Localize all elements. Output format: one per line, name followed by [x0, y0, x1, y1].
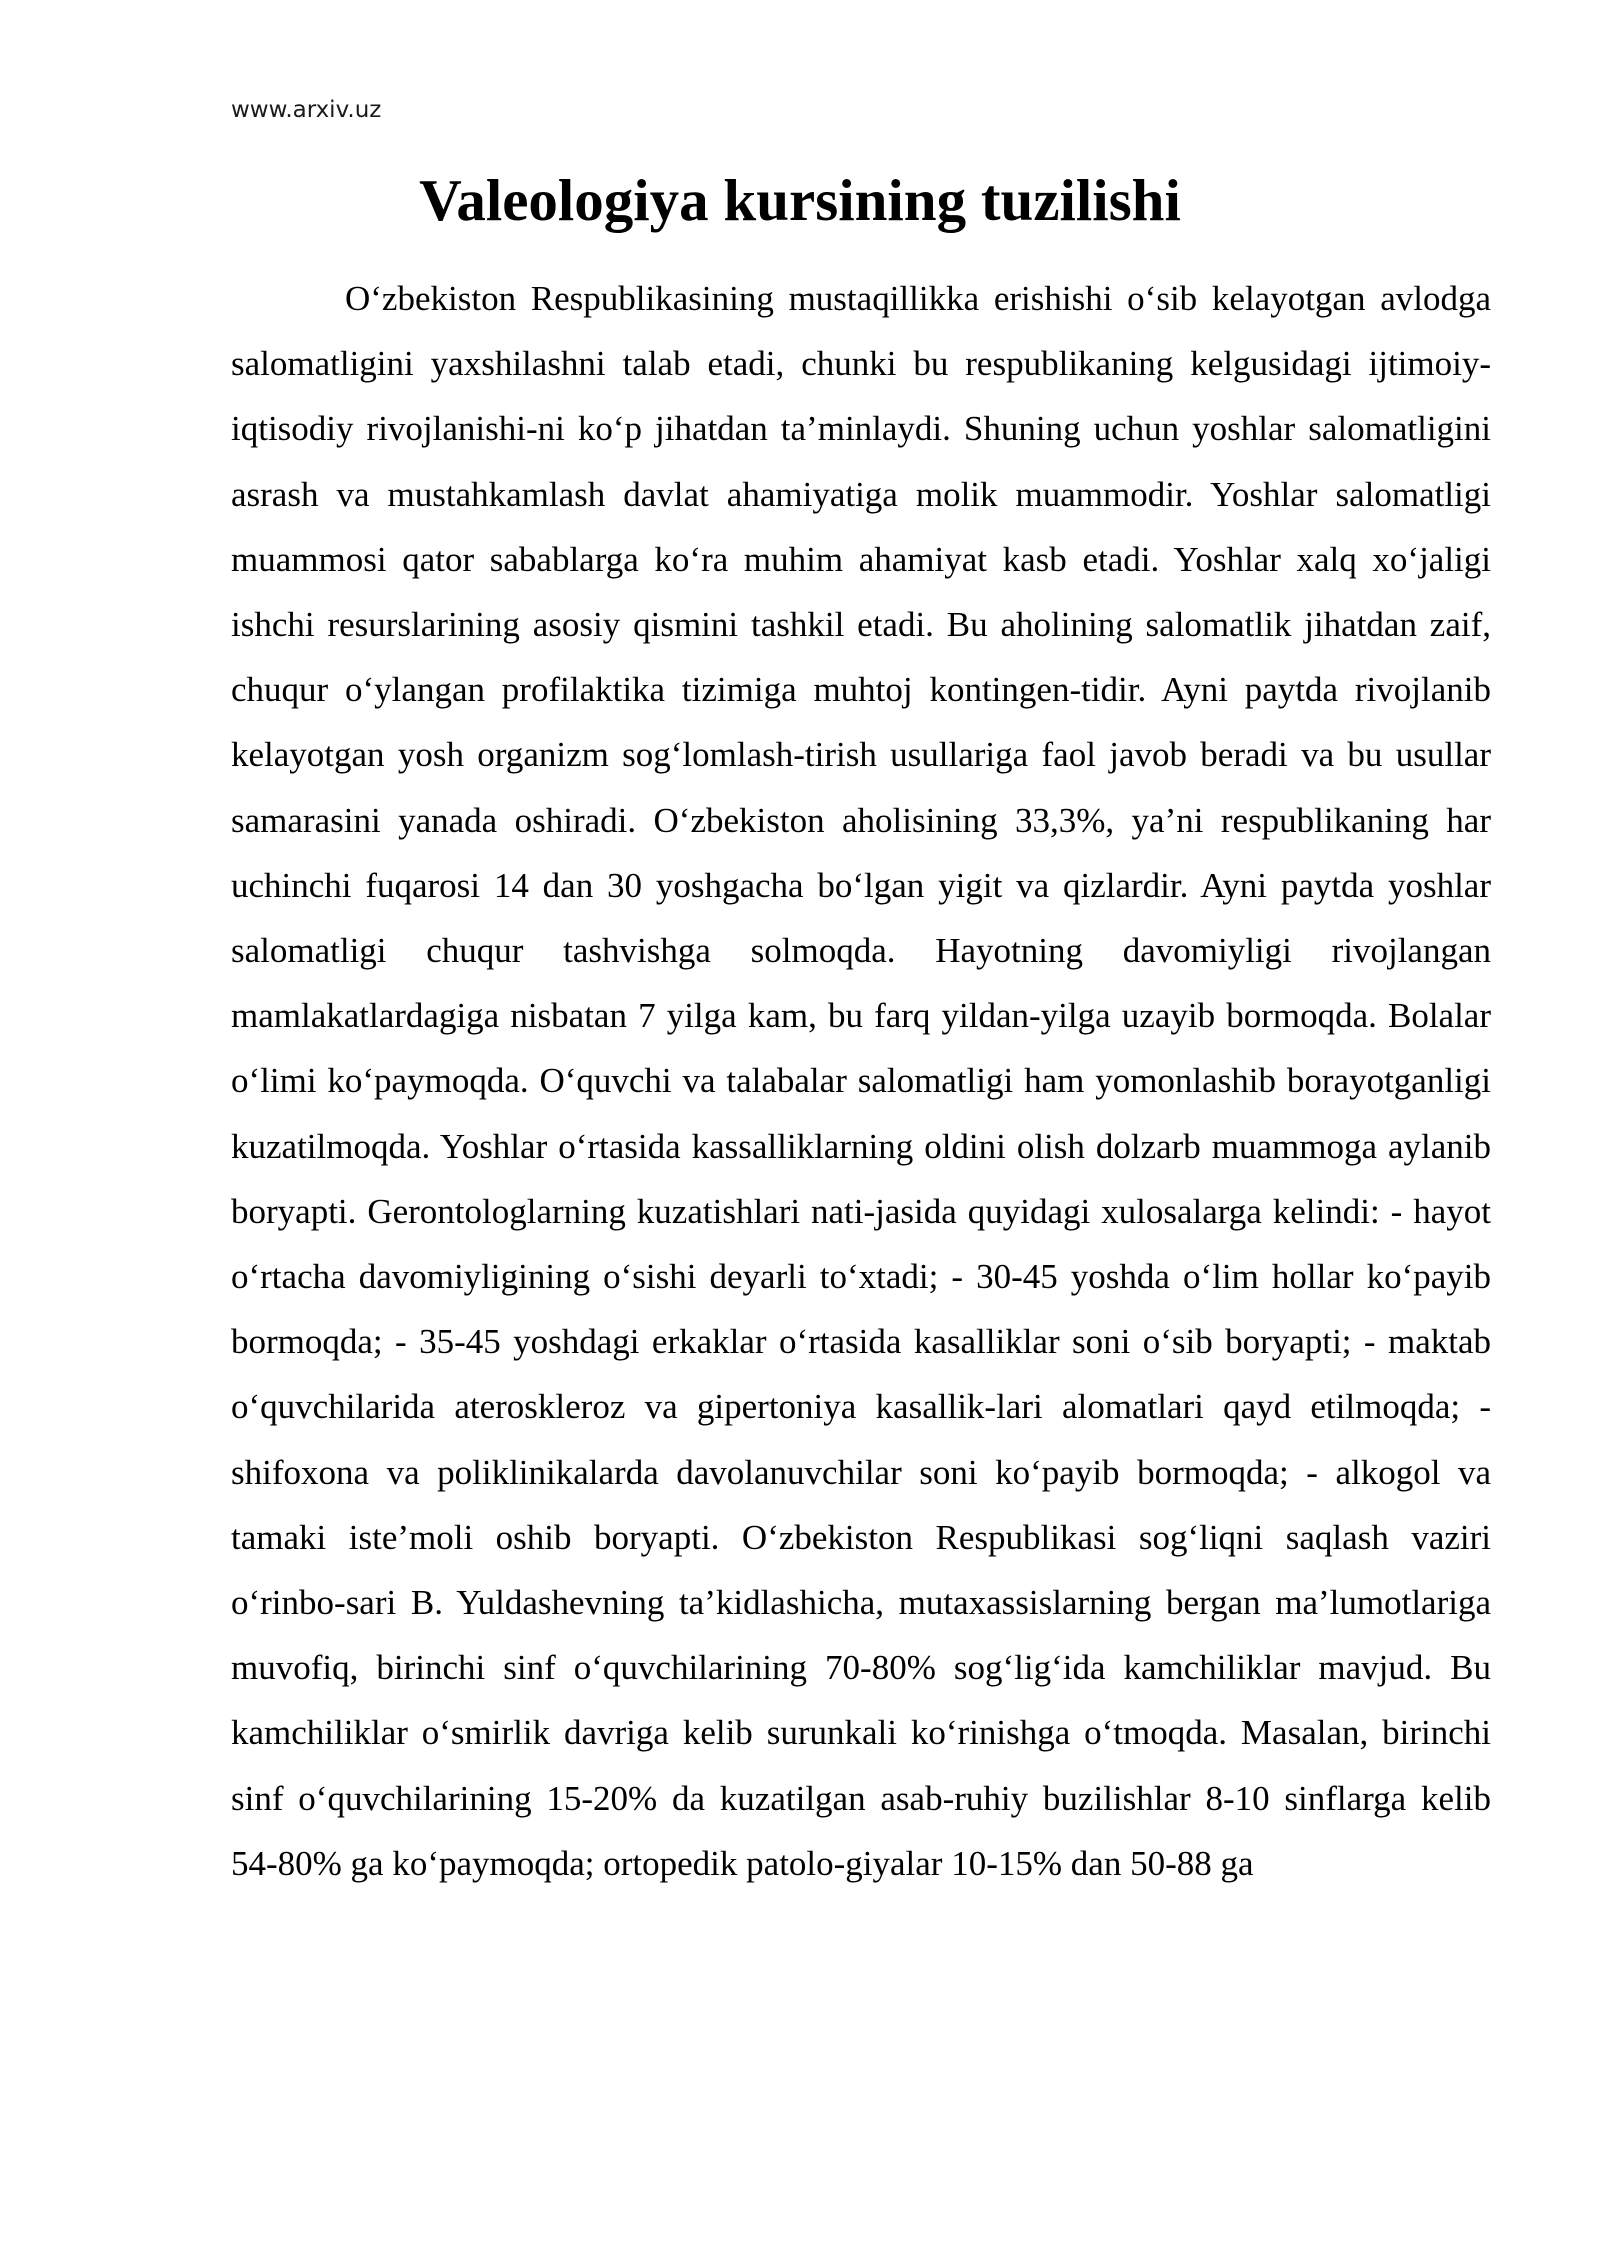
- site-url: www.arxiv.uz: [231, 97, 382, 123]
- document-title: Valeologiya kursining tuzilishi: [419, 167, 1181, 233]
- body-paragraph: O‘zbekiston Respublikasining mustaqillikka erishishi o‘sib kelayotgan avlodga salomatligini yaxshilashni talab etadi, chunki bu respublikaning kelgusidagi ijtimoiy-iqtisodiy rivojlanishi-ni ko‘p jihatdan ta’minlaydi. Shuning uchun yoshlar salomatligini asrash va mustahkamlash davlat ahamiyatiga molik muammodir. Yoshlar salomatligi muammosi qator sabablarga ko‘ra muhim ahamiyat kasb etadi. Yoshlar xalq xo‘jaligi ishchi resurslarining asosiy qismini tashkil etadi. Bu aholining salomatlik jihatdan zaif, chuqur o‘ylangan profilaktika tizimiga muhtoj kontingen-tidir. Ayni paytda rivojlanib kelayotgan yosh organizm sog‘lomlash-tirish usullariga faol javob beradi va bu usullar samarasini yanada oshiradi. O‘zbekiston aholisining 33,3%, ya’ni respublikaning har uchinchi fuqarosi 14 dan 30 yoshgacha bo‘lgan yigit va qizlardir. Ayni paytda yoshlar salomatligi chuqur tashvishga solmoqda. Hayotning davomiyligi rivojlangan mamlakatlardagiga nisbatan 7 yilga kam, bu farq yildan-yilga uzayib bormoqda. Bolalar o‘limi ko‘paymoqda. O‘quvchi va talabalar salomatligi ham yomonlashib borayotganligi kuzatilmoqda. Yoshlar o‘rtasida kassalliklarning oldini olish dolzarb muammoga aylanib boryapti. Gerontologlarning kuzatishlari nati-jasida quyidagi xulosalarga kelindi: - hayot o‘rtacha davomiyligining o‘sishi deyarli to‘xtadi; - 30-45 yoshda o‘lim hollar ko‘payib bormoqda; - 35-45 yoshdagi erkaklar o‘rtasida kasalliklar soni o‘sib boryapti; - maktab o‘quvchilarida ateroskleroz va gipertoniya kasallik-lari alomatlari qayd etilmoqda; - shifoxona va poliklinikalarda davolanuvchilar soni ko‘payib bormoqda; - alkogol va tamaki iste’moli oshib boryapti. O‘zbekiston Respublikasi sog‘liqni saqlash vaziri o‘rinbo-sari B. Yuldashevning ta’kidlashicha, mutaxassislarning bergan ma’lumotlariga muvofiq, birinchi sinf o‘quvchilarining 70-80% sog‘lig‘ida kamchiliklar mavjud. Bu kamchiliklar o‘smirlik davriga kelib surunkali ko‘rinishga o‘tmoqda. Masalan, birinchi sinf o‘quvchilarining 15-20% da kuzatilgan asab-ruhiy buzilishlar 8-10 sinflarga kelib 54-80% ga ko‘paymoqda; ortopedik patolo-giyalar 10-15% dan 50-88 ga: [231, 279, 1491, 1883]
